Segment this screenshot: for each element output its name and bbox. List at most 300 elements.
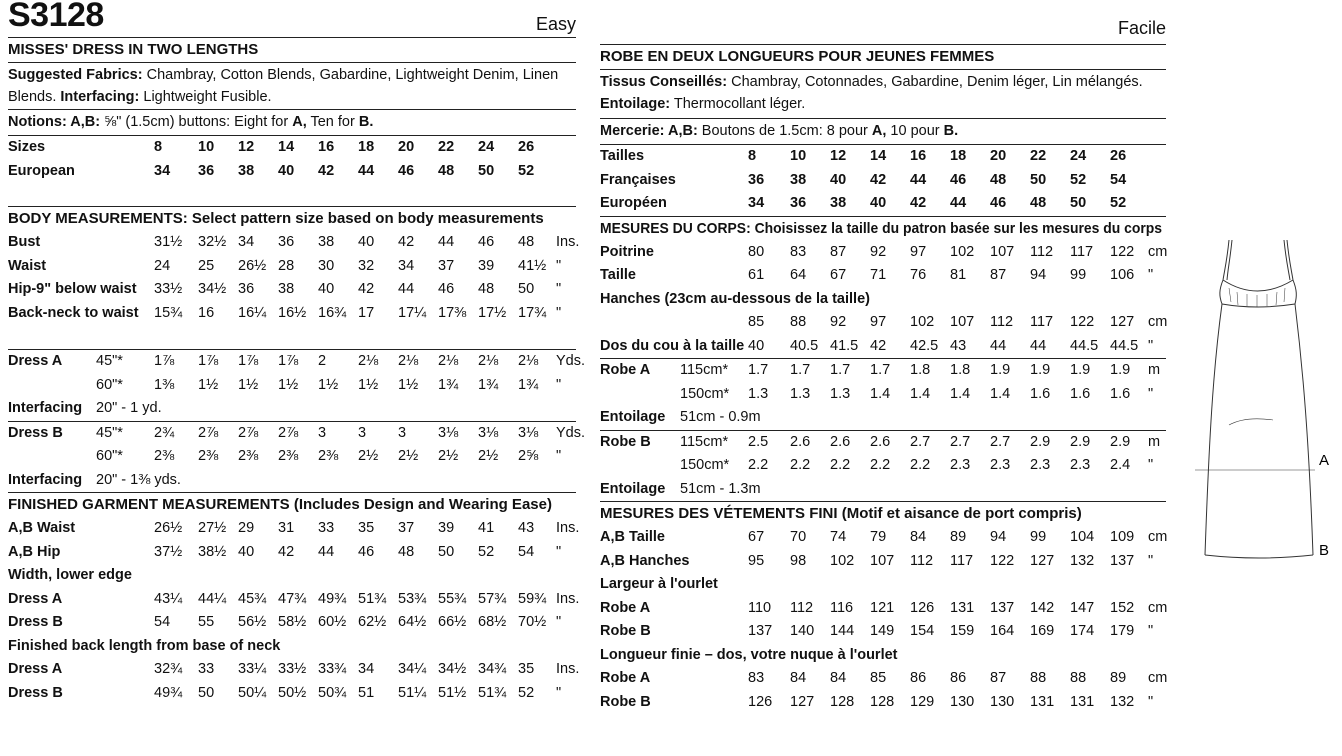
cell-value: 17 (358, 304, 375, 321)
cell-value: 2.3 (950, 457, 971, 473)
length-label: Finished back length from base of neck (8, 637, 281, 654)
cell-value: 2.7 (910, 433, 931, 450)
cell-value: 92 (870, 243, 887, 260)
yardage-row (600, 359, 1166, 383)
cell-value: 1½ (358, 376, 379, 393)
yardage-row (600, 431, 1166, 455)
cell-value: 40 (318, 281, 335, 297)
cell-value: 38½ (198, 543, 227, 560)
dress-illustration (1185, 220, 1335, 570)
cell-value: 144 (830, 623, 855, 639)
interfacing-row (8, 397, 576, 421)
fabric-width: 60"* (96, 448, 123, 464)
fabric-width: 115cm* (680, 362, 729, 378)
cell-value: 34 (154, 162, 171, 179)
sizes-row-fr (600, 192, 1166, 216)
cell-value: 40 (278, 162, 295, 179)
body-row-fr (600, 264, 1166, 288)
cell-value: 2¾ (154, 424, 175, 441)
fabrics-paragraph (8, 63, 576, 110)
cell-value: 14 (278, 139, 295, 155)
unit-label: " (1148, 693, 1154, 710)
cell-value: 44 (358, 162, 375, 179)
body-row-fr (600, 241, 1166, 265)
cell-value: 1⅞ (278, 353, 299, 369)
cell-value: 130 (990, 693, 1015, 710)
robe-b-yardage (600, 431, 1166, 503)
cell-value: 140 (790, 623, 815, 639)
cell-value: 33¼ (238, 661, 267, 677)
row-label: Dos du cou à la taille (600, 337, 745, 354)
cell-value: 34½ (438, 661, 467, 677)
cell-value: 88 (1030, 670, 1047, 686)
row-label: Dress A (8, 353, 63, 369)
cell-value: 26½ (154, 520, 183, 536)
cell-value: 31 (278, 520, 295, 536)
interfacing-value: 51cm - 1.3m (680, 480, 761, 497)
cell-value: 129 (910, 693, 935, 710)
cell-value: 64½ (398, 614, 427, 630)
yardage-row (600, 383, 1166, 407)
cell-value: 2.9 (1030, 433, 1051, 450)
cell-value: 42.5 (910, 337, 939, 354)
cell-value: 1.3 (790, 385, 811, 402)
cell-value: 84 (910, 529, 927, 545)
cell-value: 1½ (398, 376, 419, 393)
cell-value: 49¾ (154, 684, 183, 701)
hem-b (1205, 555, 1313, 558)
unit-label: " (1148, 457, 1154, 473)
fabric-width: 150cm* (680, 457, 730, 473)
cell-value: 3 (318, 424, 327, 441)
cell-value: 44 (318, 543, 335, 560)
size-table-fr (600, 145, 1166, 217)
cell-value: 24 (478, 139, 495, 155)
cell-value: 50¾ (318, 684, 347, 701)
cell-value: 54 (1110, 171, 1127, 188)
cell-value: 38 (318, 234, 335, 250)
cell-value: 36 (278, 234, 295, 250)
cell-value: 53¾ (398, 590, 427, 607)
size-table (8, 136, 576, 207)
fabric-width: 150cm* (680, 385, 730, 402)
cell-value: 2⅝ (518, 448, 539, 464)
interfacing-value: 20" - 1 yd. (96, 400, 162, 416)
cell-value: 95 (748, 552, 765, 569)
pattern-heading-fr: ROBE EN DEUX LONGUEURS POUR JEUNES FEMMES (600, 48, 995, 65)
fabrics-text: Chambray, Cotton Blends, Gabardine, Lightweight Denim, Linen Blends. (8, 67, 559, 105)
cell-value: 33 (198, 661, 215, 677)
cell-value: 34 (398, 257, 415, 274)
cell-value: 44 (1030, 337, 1047, 354)
unit-label: " (556, 684, 562, 701)
cell-value: 33½ (154, 281, 183, 297)
cell-value: 1¾ (478, 376, 499, 393)
cell-value: 127 (790, 693, 815, 710)
unit-label: " (1148, 267, 1154, 283)
cell-value: 44.5 (1110, 337, 1139, 354)
unit-label: Ins. (556, 661, 580, 677)
cell-value: 52 (1110, 195, 1127, 211)
cell-value: 40.5 (790, 337, 819, 354)
cell-value: 38 (790, 171, 807, 188)
body-measurements-heading: BODY MEASUREMENTS: Select pattern size based on body measurements (8, 210, 544, 227)
unit-label: cm (1148, 529, 1168, 545)
cell-value: 41.5 (830, 337, 859, 354)
width-row-fr (600, 597, 1166, 621)
cell-value: 2⅞ (198, 424, 219, 441)
cell-value: 50 (1030, 171, 1047, 188)
cell-value: 1.4 (910, 385, 931, 402)
label-b: B (1319, 542, 1330, 559)
row-label: Robe B (600, 433, 651, 450)
cell-value: 1⅜ (154, 376, 175, 393)
cell-value: 2½ (438, 448, 459, 464)
cell-value: 126 (748, 693, 773, 710)
cell-value: 28 (278, 257, 295, 274)
notions-label-fr: Mercerie: A,B: (600, 123, 698, 139)
finished-row (8, 517, 580, 541)
unit-label: " (1148, 552, 1154, 569)
cell-value: 2⅞ (238, 424, 259, 441)
cell-value: 33½ (278, 661, 307, 677)
interfacing-label: Entoilage (600, 480, 666, 497)
notions-line-fr (600, 119, 1166, 145)
cell-value: 122 (1070, 314, 1095, 330)
cell-value: 110 (748, 599, 772, 616)
cell-value: 46 (398, 162, 415, 179)
unit-label: cm (1148, 243, 1168, 260)
cell-value: 50 (478, 162, 495, 179)
cell-value: 3 (358, 424, 367, 441)
cell-value: 127 (1030, 552, 1055, 569)
finished-measurements-section-fr (600, 502, 1166, 714)
cell-value: 22 (1030, 148, 1047, 164)
cell-value: 99 (1030, 529, 1047, 545)
width-label-fr: Largeur à l'ourlet (600, 576, 718, 592)
cell-value: 2.6 (830, 433, 851, 450)
bodice-left (1220, 280, 1223, 304)
fabric-width: 45"* (96, 353, 123, 369)
notions-text: ⅝" (1.5cm) buttons: Eight for (100, 114, 293, 130)
difficulty-level: Easy (535, 14, 576, 34)
notions-b: B. (358, 114, 374, 130)
cell-value: 8 (154, 139, 163, 155)
cell-value: 80 (748, 243, 765, 260)
cell-value: 50 (518, 281, 535, 297)
cell-value: 1⅞ (154, 353, 175, 369)
cell-value: 84 (790, 670, 807, 686)
sizes-row (8, 136, 576, 160)
cell-value: 17¼ (398, 304, 427, 321)
fabrics-label: Suggested Fabrics: (8, 67, 143, 83)
cell-value: 32 (358, 257, 375, 274)
cell-value: 2.4 (1110, 457, 1131, 473)
cell-value: 51¾ (358, 590, 387, 607)
cell-value: 88 (790, 314, 807, 330)
back-row-fr (600, 335, 1166, 359)
cell-value: 48 (518, 234, 535, 250)
cell-value: 116 (830, 599, 854, 616)
width-label: Width, lower edge (8, 567, 132, 583)
cell-value: 33 (318, 520, 335, 536)
cell-value: 2⅜ (278, 448, 299, 464)
cell-value: 42 (278, 543, 295, 560)
cell-value: 37½ (154, 543, 183, 560)
row-label: Bust (8, 234, 41, 250)
cell-value: 1.4 (950, 385, 971, 402)
cell-value: 8 (748, 148, 757, 164)
fabric-width: 115cm* (680, 433, 729, 450)
cell-value: 132 (1070, 552, 1095, 569)
cell-value: 2⅜ (154, 448, 175, 464)
unit-label: m (1148, 433, 1161, 450)
unit-label: " (556, 614, 562, 630)
row-label: A,B Hip (8, 543, 61, 560)
cell-value: 48 (438, 162, 455, 179)
cell-value: 122 (990, 552, 1015, 569)
difficulty-level-fr: Facile (1117, 18, 1166, 38)
cell-value: 76 (910, 267, 927, 283)
cell-value: 40 (748, 337, 765, 354)
row-label: Tailles (600, 148, 645, 164)
cell-value: 1½ (238, 376, 259, 393)
cell-value: 2⅜ (318, 448, 339, 464)
row-label: Back-neck to waist (8, 304, 139, 321)
cell-value: 1.7 (870, 362, 891, 378)
fabric-width: 45"* (96, 424, 123, 441)
cell-value: 12 (830, 148, 847, 164)
finished-row-fr (600, 526, 1166, 550)
cell-value: 2⅜ (198, 448, 219, 464)
cell-value: 29 (238, 520, 255, 536)
cell-value: 50 (198, 684, 215, 701)
cell-value: 46 (478, 234, 495, 250)
finished-measurements-section (8, 493, 580, 705)
unit-label: Ins. (556, 234, 580, 250)
width-row-fr (600, 620, 1166, 644)
yardage-row (600, 454, 1166, 478)
cell-value: 46 (438, 281, 455, 297)
interfacing-value: 20" - 1⅜ yds. (96, 471, 181, 488)
body-measurements-section (8, 207, 580, 350)
neckline (1223, 280, 1293, 291)
finished-row-fr (600, 550, 1166, 574)
cell-value: 87 (830, 243, 847, 260)
cell-value: 117 (1070, 243, 1094, 260)
cell-value: 44¼ (198, 590, 227, 607)
cell-value: 18 (950, 148, 967, 164)
cell-value: 147 (1070, 599, 1095, 616)
cell-value: 1.7 (830, 362, 851, 378)
cell-value: 54 (154, 614, 171, 630)
cell-value: 41½ (518, 257, 547, 274)
cell-value: 56½ (238, 614, 267, 630)
fabrics-text-fr: Chambray, Cotonnades, Gabardine, Denim léger, Lin mélangés. (727, 74, 1143, 90)
cell-value: 84 (830, 670, 847, 686)
cell-value: 34 (748, 195, 765, 211)
cell-value: 112 (910, 552, 934, 569)
cell-value: 1.6 (1110, 385, 1131, 402)
sizes-row-fr (600, 169, 1166, 193)
cell-value: 1¾ (518, 376, 539, 393)
cell-value: 51 (358, 684, 375, 701)
cell-value: 117 (1030, 314, 1054, 330)
cell-value: 36 (748, 171, 765, 188)
cell-value: 57¾ (478, 590, 507, 607)
cell-value: 87 (990, 670, 1007, 686)
cell-value: 39 (478, 257, 495, 274)
cell-value: 34½ (198, 281, 227, 297)
cell-value: 2.3 (1070, 457, 1091, 473)
unit-label: Yds. (556, 353, 586, 369)
cell-value: 1½ (198, 376, 219, 393)
dress-a-yardage (8, 350, 586, 422)
cell-value: 2.7 (950, 433, 971, 450)
cell-value: 149 (870, 623, 895, 639)
cell-value: 2.2 (790, 457, 811, 473)
row-label: Waist (8, 257, 47, 274)
cell-value: 2½ (358, 448, 379, 464)
cell-value: 1½ (318, 376, 339, 393)
notions-label: Notions: A,B: (8, 114, 101, 130)
cell-value: 137 (748, 623, 773, 639)
cell-value: 88 (1070, 670, 1087, 686)
cell-value: 38 (238, 162, 255, 179)
right-strap-inner (1287, 240, 1293, 280)
fabric-width: 60"* (96, 376, 123, 393)
unit-label: Yds. (556, 424, 586, 441)
sizes-row-fr (600, 145, 1166, 169)
cell-value: 26 (1110, 148, 1127, 164)
cell-value: 35 (358, 520, 375, 536)
finished-heading-fr: MESURES DES VÉTEMENTS FINI (Motif et aisance de port compris) (600, 505, 1082, 522)
row-label: Dress B (8, 684, 63, 701)
interfacing-label: Interfacing (8, 471, 83, 488)
robe-a-yardage (600, 359, 1166, 431)
cell-value: 32½ (198, 234, 227, 250)
interfacing-label: Entoilage (600, 409, 666, 425)
cell-value: 36 (790, 195, 807, 211)
cell-value: 24 (1070, 148, 1087, 164)
cell-value: 50 (1070, 195, 1087, 211)
pattern-number: S3128 (8, 0, 104, 34)
cell-value: 89 (950, 529, 967, 545)
row-label: Hip-9" below waist (8, 281, 137, 297)
cell-value: 67 (830, 267, 847, 283)
cell-value: 131 (1070, 693, 1095, 710)
unit-label: m (1148, 362, 1161, 378)
notions-mid-fr: 10 pour (886, 123, 944, 139)
unit-label: Ins. (556, 520, 580, 536)
cell-value: 42 (870, 171, 887, 188)
cell-value: 45¾ (238, 590, 267, 607)
cell-value: 49¾ (318, 590, 347, 607)
notions-b-fr: B. (943, 123, 959, 139)
interfacing-label: Interfacing: (60, 89, 140, 105)
cell-value: 16½ (278, 304, 307, 321)
cell-value: 2⅛ (398, 353, 419, 369)
cell-value: 3⅛ (478, 424, 499, 441)
cell-value: 2.9 (1110, 433, 1131, 450)
cell-value: 26 (518, 139, 535, 155)
cell-value: 107 (870, 552, 895, 569)
cell-value: 2½ (478, 448, 499, 464)
french-column (600, 0, 1166, 714)
unit-label: " (556, 448, 562, 464)
cell-value: 71 (870, 267, 887, 283)
cell-value: 48 (1030, 195, 1047, 211)
cell-value: 1.8 (950, 362, 971, 378)
row-label: Françaises (600, 171, 676, 188)
cell-value: 46 (950, 171, 967, 188)
cell-value: 66½ (438, 614, 467, 630)
fold-line (1229, 419, 1273, 425)
cell-value: 1.7 (748, 362, 769, 378)
cell-value: 1.3 (830, 385, 851, 402)
cell-value: 154 (910, 623, 935, 639)
cell-value: 1.9 (990, 362, 1011, 378)
interfacing-label-fr: Entoilage: (600, 96, 671, 112)
cell-value: 132 (1110, 693, 1135, 710)
interfacing-value: 51cm - 0.9m (680, 409, 761, 425)
cell-value: 42 (910, 195, 927, 211)
length-row-fr (600, 667, 1166, 691)
interfacing-row (600, 406, 1166, 430)
cell-value: 97 (910, 243, 927, 260)
cell-value: 17½ (478, 304, 507, 321)
notions-line (8, 110, 576, 136)
yardage-row (8, 374, 576, 398)
cell-value: 79 (870, 529, 887, 545)
notions-a-fr: A, (871, 123, 887, 139)
cell-value: 1.9 (1110, 362, 1131, 378)
cell-value: 43 (950, 337, 967, 354)
cell-value: 35 (518, 661, 535, 677)
cell-value: 33¾ (318, 661, 347, 677)
body-measurements-heading-fr: MESURES DU CORPS: Choisissez la taille du patron basée sur les mesures du corps (600, 219, 1163, 237)
cell-value: 159 (950, 623, 975, 639)
cell-value: 2.6 (790, 433, 811, 450)
cell-value: 20 (990, 148, 1007, 164)
cell-value: 27½ (198, 520, 227, 536)
cell-value: 38 (278, 281, 295, 297)
cell-value: 68½ (478, 614, 507, 630)
cell-value: 38 (830, 195, 847, 211)
row-label: Robe A (600, 599, 651, 616)
cell-value: 85 (870, 670, 887, 686)
cell-value: 16 (318, 139, 335, 155)
cell-value: 2⅛ (518, 353, 539, 369)
cell-value: 1.7 (790, 362, 811, 378)
cell-value: 83 (790, 243, 807, 260)
cell-value: 31½ (154, 234, 183, 250)
hip-label-fr: Hanches (23cm au-dessous de la taille) (600, 290, 870, 307)
cell-value: 137 (1110, 552, 1135, 569)
cell-value: 40 (238, 543, 255, 560)
cell-value: 2.2 (748, 457, 769, 473)
body-row (8, 255, 576, 279)
cell-value: 81 (950, 267, 967, 283)
cell-value: 128 (870, 693, 895, 710)
unit-label: " (1148, 337, 1154, 354)
unit-label: Ins. (556, 590, 580, 607)
interfacing-row (600, 478, 1166, 502)
cell-value: 44 (910, 171, 927, 188)
cell-value: 122 (1110, 243, 1135, 260)
cell-value: 24 (154, 257, 171, 274)
cell-value: 51½ (438, 684, 467, 701)
